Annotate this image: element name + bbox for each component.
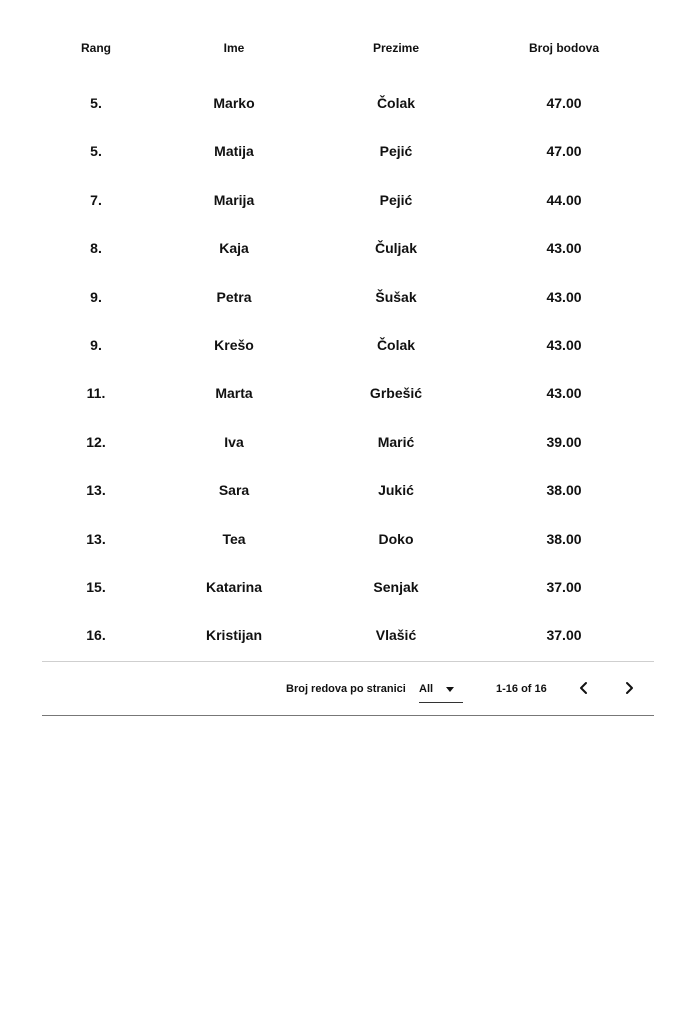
cell-first-name: Sara <box>218 482 250 499</box>
cell-last-name: Marić <box>377 433 415 450</box>
cell-last-name: Čolak <box>376 336 416 353</box>
header-first-name[interactable]: Ime <box>223 41 245 55</box>
cell-rank: 5. <box>90 95 102 111</box>
header-rank[interactable]: Rang <box>81 41 111 55</box>
cell-first-name: Marta <box>215 385 253 402</box>
cell-rank: 13. <box>86 530 106 547</box>
rows-per-page-label: Broj redova po stranici <box>286 683 406 695</box>
rows-per-page-select[interactable] <box>419 676 463 703</box>
table-row[interactable] <box>42 126 654 174</box>
cell-last-name: Jukić <box>378 482 414 499</box>
cell-points: 44.00 <box>546 191 582 208</box>
cell-last-name: Čolak <box>376 95 416 111</box>
cell-points: 43.00 <box>546 336 582 353</box>
cell-first-name: Petra <box>216 288 252 305</box>
cell-first-name: Katarina <box>205 578 263 595</box>
table-header-row <box>42 0 654 76</box>
results-table <box>42 0 654 659</box>
cell-points: 38.00 <box>546 482 582 499</box>
cell-last-name: Senjak <box>373 578 419 595</box>
cell-points: 37.00 <box>546 627 582 644</box>
cell-first-name: Krešo <box>214 336 254 353</box>
cell-last-name: Doko <box>378 530 414 547</box>
header-points[interactable]: Broj bodova <box>528 41 600 55</box>
cell-last-name: Šušak <box>375 288 417 305</box>
cell-rank: 11. <box>86 385 106 402</box>
header-last-name[interactable]: Prezime <box>372 41 420 55</box>
table-row[interactable] <box>42 562 654 610</box>
cell-first-name: Iva <box>224 433 244 450</box>
cell-first-name: Marko <box>213 95 255 111</box>
chevron-left-icon <box>572 676 596 700</box>
table-body <box>42 76 654 659</box>
pagination-bar <box>42 662 654 716</box>
cell-first-name: Kristijan <box>205 627 263 644</box>
rows-per-page-value: All <box>419 683 434 695</box>
table-row[interactable] <box>42 417 654 465</box>
cell-rank: 7. <box>90 191 102 208</box>
table-row[interactable] <box>42 272 654 320</box>
table-row[interactable] <box>42 223 654 271</box>
cell-rank: 5. <box>90 143 102 160</box>
cell-points: 38.00 <box>546 530 582 547</box>
footer-divider-bottom <box>42 715 654 716</box>
cell-points: 43.00 <box>546 385 582 402</box>
table-row[interactable] <box>42 320 654 368</box>
cell-last-name: Grbešić <box>369 385 423 402</box>
cell-last-name: Čuljak <box>374 240 418 257</box>
cell-first-name: Marija <box>213 191 255 208</box>
cell-first-name: Matija <box>214 143 254 160</box>
page-range-text: 1-16 of 16 <box>496 683 547 695</box>
cell-points: 37.00 <box>546 578 582 595</box>
cell-points: 47.00 <box>546 143 582 160</box>
caret-down-icon <box>446 687 454 692</box>
cell-rank: 9. <box>90 336 102 353</box>
cell-last-name: Vlašić <box>375 627 417 644</box>
cell-last-name: Pejić <box>379 191 413 208</box>
previous-page-button[interactable] <box>572 676 596 700</box>
table-row[interactable] <box>42 175 654 223</box>
table-row[interactable] <box>42 78 654 126</box>
cell-points: 43.00 <box>546 240 582 257</box>
cell-first-name: Tea <box>222 530 246 547</box>
cell-rank: 13. <box>86 482 106 499</box>
cell-rank: 12. <box>86 433 106 450</box>
cell-last-name: Pejić <box>379 143 413 160</box>
table-row[interactable] <box>42 514 654 562</box>
cell-rank: 16. <box>86 627 106 644</box>
cell-points: 43.00 <box>546 288 582 305</box>
cell-rank: 8. <box>90 240 102 257</box>
table-row[interactable] <box>42 465 654 513</box>
cell-points: 47.00 <box>546 95 582 111</box>
next-page-button[interactable] <box>617 676 641 700</box>
cell-rank: 9. <box>90 288 102 305</box>
table-row[interactable] <box>42 610 654 658</box>
cell-rank: 15. <box>86 578 106 595</box>
cell-first-name: Kaja <box>219 240 249 257</box>
cell-points: 39.00 <box>546 433 582 450</box>
table-row[interactable] <box>42 368 654 416</box>
chevron-right-icon <box>617 676 641 700</box>
